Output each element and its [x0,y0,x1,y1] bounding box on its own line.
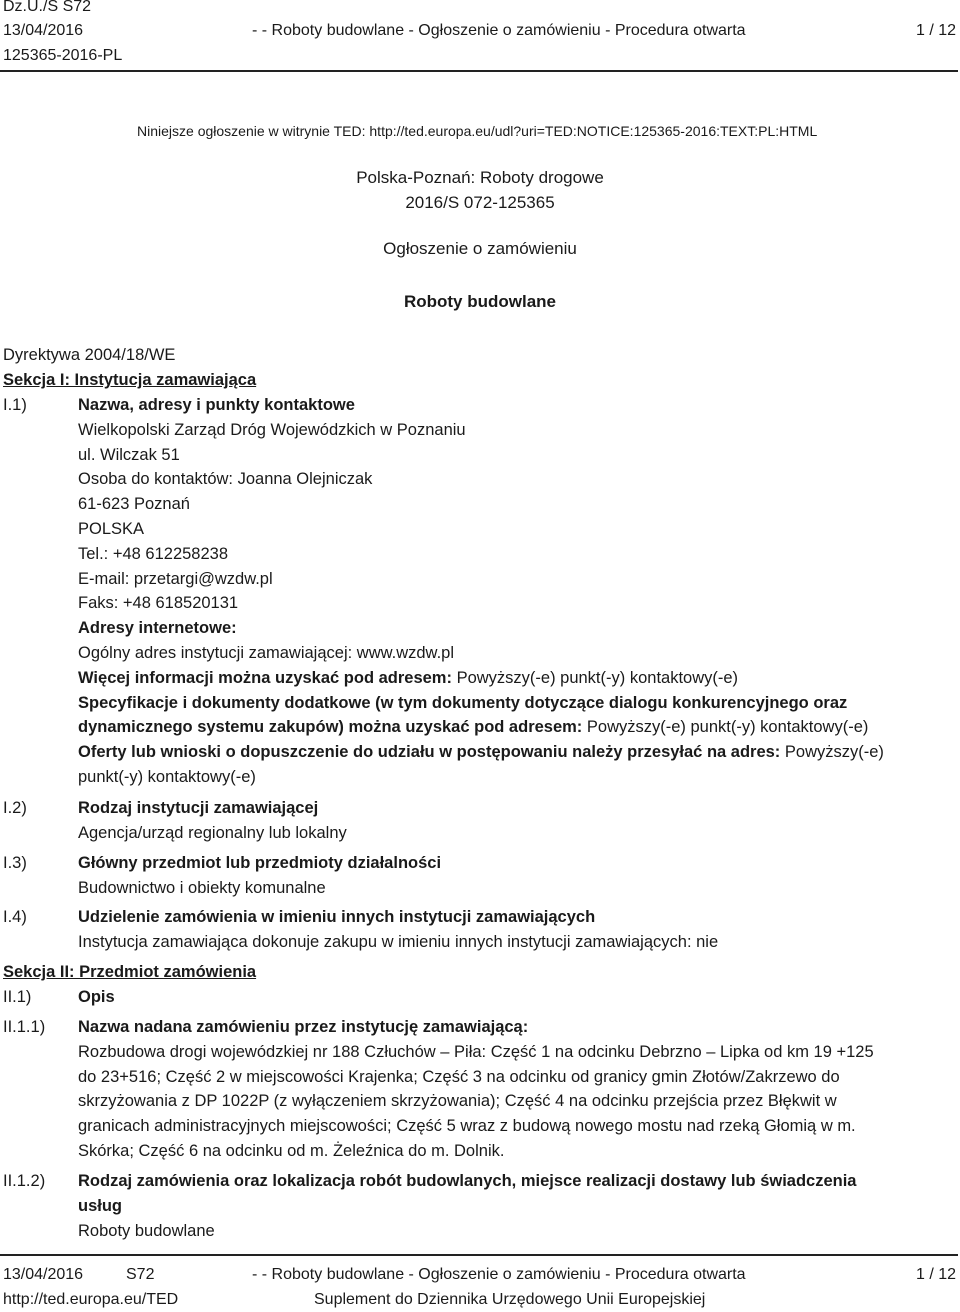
spec-label-line1: Specyfikacje i dokumenty dodatkowe (w tym dokumenty dotyczące dialogu konkurencyjnego oraz [78,693,848,712]
spec-label-line2: dynamicznego systemu zakupów) można uzyskać pod adresem: [78,718,587,737]
section-i2-title: Rodzaj instytucji zamawiającej [78,799,319,817]
notice-title-line2: 2016/S 072-125365 [405,193,555,212]
contract-name-line: skrzyżowania z DP 1022P (z wyłączeniem skrzyżowania); Część 4 na odcinku przejścia przez Błękwit w [78,1092,837,1111]
footer-supplement: Suplement do Dziennika Urzędowego Unii Europejskiej [314,1291,706,1308]
more-info-value: Powyższy(-e) punkt(-y) kontaktowy(-e) [456,668,739,687]
section-number-i4: I.4) [3,908,27,926]
notice-type: Ogłoszenie o zamówieniu [383,239,577,258]
contact-person: Osoba do kontaktów: Joanna Olejniczak [78,470,373,489]
footer-page-number: 1 / 12 [915,1266,956,1283]
section-number-ii1: II.1) [3,988,32,1006]
contract-name-line: Rozbudowa drogi wojewódzkiej nr 188 Człuchów – Piła: Część 1 na odcinku Debrzno – Lipka od km 19 +125 [78,1042,874,1061]
email-label: E-mail: [78,569,134,588]
footer-ted-link[interactable]: http://ted.europa.eu/TED [3,1291,179,1308]
section-ii12-value: Roboty budowlane [78,1221,215,1240]
section-i1-title: Nazwa, adresy i punkty kontaktowe [78,396,355,414]
section-ii1-title: Opis [78,988,115,1006]
email-link[interactable]: przetargi@wzdw.pl [133,569,273,588]
offers-value-part2: punkt(-y) kontaktowy(-e) [78,767,256,786]
section-i4-block [78,905,950,955]
general-address-label: Ogólny adres instytucji zamawiającej: [78,643,357,662]
section-number-i1: I.1) [3,396,27,414]
section-2-heading: Sekcja II: Przedmiot zamówienia [3,963,257,981]
offers-row [78,740,950,765]
general-address-row [78,641,950,666]
section-i3-block [78,851,950,901]
org-city: 61-623 Poznań [78,495,190,514]
org-telephone: Tel.: +48 612258238 [78,544,229,563]
general-address-link[interactable]: www.wzdw.pl [356,643,454,662]
more-info-label: Więcej informacji można uzyskać pod adresem: [78,668,457,687]
internet-addresses-label: Adresy internetowe: [78,619,237,638]
section-i3-title: Główny przedmiot lub przedmioty działalności [78,854,442,872]
section-ii12-title-line1: Rodzaj zamówienia oraz lokalizacja robót budowlanych, miejsce realizacji dostawy lub świadczenia [78,1172,857,1190]
contract-name-line: do 23+516; Część 2 w miejscowości Krajenka; Część 3 na odcinku od granicy gmin Złotów/Zakrzewo do [78,1067,840,1086]
footer-title: - - Roboty budowlane - Ogłoszenie o zamówieniu - Procedura otwarta [252,1266,746,1283]
spec-value: Powyższy(-e) punkt(-y) kontaktowy(-e) [586,718,869,737]
section-number-ii12: II.1.2) [3,1172,46,1190]
header-doc-id: 125365-2016-PL [3,47,123,64]
offers-value-part1: Powyższy(-e) [784,743,884,762]
section-1-heading: Sekcja I: Instytucja zamawiająca [3,371,257,389]
contract-type: Roboty budowlane [403,292,557,311]
section-ii12-block [78,1169,950,1243]
more-info-row [78,666,950,691]
section-ii11-block [78,1015,950,1164]
org-street: ul. Wilczak 51 [78,445,180,464]
section-number-ii11: II.1.1) [3,1018,46,1036]
spec-row [78,715,950,740]
ted-notice-link[interactable]: Niniejsze ogłoszenie w witrynie TED: http://ted.europa.eu/udl?uri=TED:NOTICE:125365-2016:TEXT:PL:HTML [137,123,818,139]
footer-date: 13/04/2016 [3,1266,84,1283]
header-journal: Dz.U./S S72 [3,0,92,15]
offers-label: Oferty lub wnioski o dopuszczenie do udziału w postępowaniu należy przesyłać na adres: [78,743,785,762]
header-rule [0,70,958,72]
notice-title-line1: Polska-Poznań: Roboty drogowe [356,168,604,187]
contract-name-line: Skórka; Część 6 na odcinku od m. Żeleźnica do m. Dolnik. [78,1141,505,1160]
org-country: POLSKA [78,519,145,538]
section-i4-value: Instytucja zamawiająca dokonuje zakupu w imieniu innych instytucji zamawiających: nie [78,932,719,951]
section-ii12-title-line2: usług [78,1196,122,1215]
section-i2-block [78,796,950,846]
section-i3-value: Budownictwo i obiekty komunalne [78,878,326,897]
section-ii11-title: Nazwa nadana zamówieniu przez instytucję zamawiającą: [78,1018,529,1036]
header-date: 13/04/2016 [3,22,84,39]
org-name: Wielkopolski Zarząd Dróg Wojewódzkich w Poznaniu [78,420,466,439]
header-page-number: 1 / 12 [915,22,956,39]
section-i4-title: Udzielenie zamówienia w imieniu innych instytucji zamawiających [78,908,596,926]
org-fax: Faks: +48 618520131 [78,594,239,613]
directive: Dyrektywa 2004/18/WE [3,346,176,364]
email-row [78,567,950,592]
header-title: - - Roboty budowlane - Ogłoszenie o zamówieniu - Procedura otwarta [252,22,746,39]
section-i2-value: Agencja/urząd regionalny lub lokalny [78,823,347,842]
section-i1-block [78,393,950,790]
footer-journal: S72 [126,1266,155,1283]
section-number-i2: I.2) [3,799,27,817]
section-number-i3: I.3) [3,854,27,872]
footer-rule [0,1254,958,1256]
contract-name-line: granicach administracyjnych miejscowości; Część 5 wraz z budową nowego mostu nad rzeką Głomią w m. [78,1117,856,1136]
